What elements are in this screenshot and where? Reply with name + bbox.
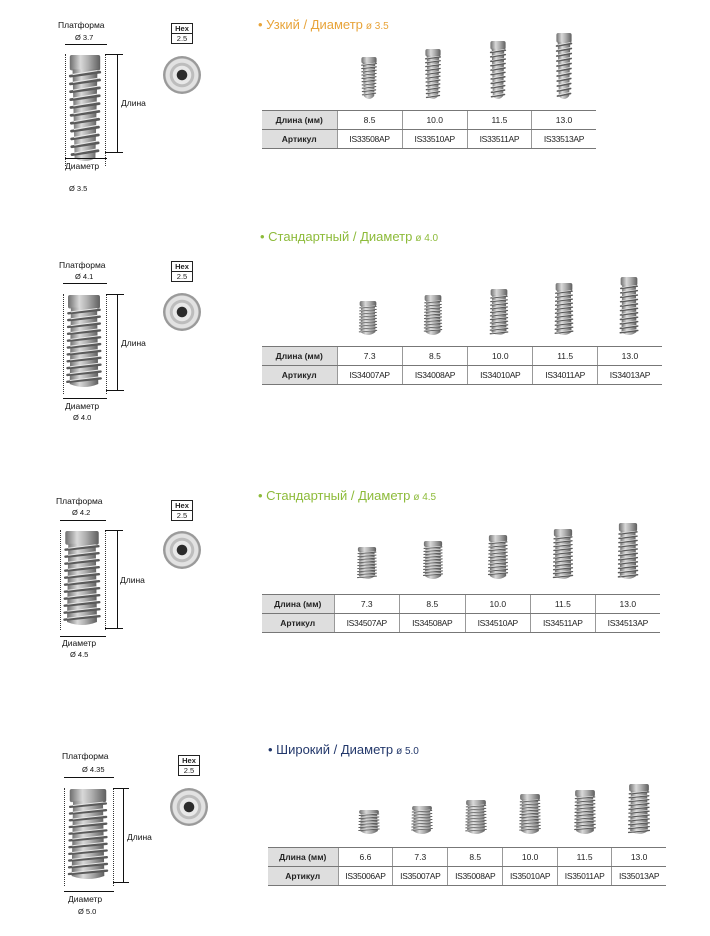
diameter-label: Диаметр (65, 401, 100, 411)
section-narrow-3-5 (0, 0, 710, 220)
row-label: Длина (мм) (262, 111, 337, 130)
article-cell: IS33510AP (402, 130, 467, 149)
hex-value: 2.5 (183, 766, 195, 775)
article-cell: IS34508AP (400, 614, 466, 633)
spec-table (262, 346, 662, 385)
length-label: Длина (121, 338, 146, 348)
implant-thumb (421, 540, 445, 582)
spec-table (268, 847, 666, 886)
length-cell: 13.0 (597, 347, 662, 366)
length-cell: 8.5 (402, 347, 467, 366)
section-wide-5-0 (0, 742, 710, 936)
section-standard-4-0 (0, 229, 710, 460)
length-cell: 10.0 (468, 347, 533, 366)
hex-value: 2.5 (176, 34, 188, 43)
article-cell: IS34010AP (468, 366, 533, 385)
article-row (262, 614, 660, 633)
article-cell: IS34007AP (337, 366, 402, 385)
implant-top-view (163, 531, 201, 569)
hex-box (171, 23, 193, 44)
diameter-label: Диаметр (68, 894, 103, 904)
platform-value: Ø 3.7 (75, 33, 94, 42)
hex-box (171, 261, 193, 282)
implant-thumb (488, 40, 508, 102)
implant-side-view (60, 530, 104, 628)
implant-thumb (423, 48, 443, 102)
length-row (262, 111, 596, 130)
article-cell: IS34511AP (531, 614, 596, 633)
row-label: Длина (мм) (268, 848, 338, 867)
implant-thumb (409, 805, 435, 837)
article-cell: IS34013AP (597, 366, 662, 385)
hex-label: Hex (172, 501, 192, 511)
length-cell: 13.0 (532, 111, 596, 130)
implant-thumb (356, 809, 382, 837)
platform-value: Ø 4.1 (75, 272, 94, 281)
row-label: Длина (мм) (262, 595, 334, 614)
implant-thumb (463, 799, 489, 837)
implant-thumb (517, 793, 543, 837)
length-cell: 10.0 (503, 848, 558, 867)
length-cell: 7.3 (334, 595, 400, 614)
hex-label: Hex (172, 24, 192, 34)
hex-box (171, 500, 193, 521)
length-cell: 10.0 (465, 595, 531, 614)
implant-side-view (64, 788, 112, 882)
length-label: Длина (120, 575, 145, 585)
implant-thumb (551, 528, 575, 582)
article-cell: IS33511AP (467, 130, 531, 149)
implant-thumb (486, 534, 510, 582)
section-heading: • Узкий / Диаметр ø 3.5 (258, 17, 389, 32)
spec-table (262, 110, 596, 149)
length-cell: 8.5 (448, 848, 503, 867)
article-cell: IS35006AP (338, 867, 393, 886)
implant-top-view (170, 788, 208, 826)
length-cell: 7.3 (393, 848, 448, 867)
implant-top-view (163, 293, 201, 331)
implant-thumb (553, 282, 575, 338)
hex-value: 2.5 (176, 511, 188, 520)
implant-thumb (359, 56, 379, 102)
platform-label: Платформа (58, 20, 105, 30)
row-label: Артикул (262, 614, 334, 633)
article-cell: IS35008AP (448, 867, 503, 886)
diameter-label: Диаметр (62, 638, 97, 648)
platform-label: Платформа (59, 260, 106, 270)
length-cell: 13.0 (595, 595, 660, 614)
platform-value: Ø 4.35 (82, 765, 105, 774)
row-label: Артикул (262, 130, 337, 149)
spec-table (262, 594, 660, 633)
article-cell: IS33508AP (337, 130, 402, 149)
article-cell: IS35013AP (612, 867, 666, 886)
diameter-value: Ø 5.0 (78, 907, 97, 916)
article-cell: IS35007AP (393, 867, 448, 886)
row-label: Артикул (268, 867, 338, 886)
length-cell: 7.3 (337, 347, 402, 366)
length-row (268, 848, 666, 867)
row-label: Артикул (262, 366, 337, 385)
hex-box (178, 755, 200, 776)
implant-thumbnails (340, 32, 600, 102)
implant-side-view (63, 294, 105, 390)
diameter-value: Ø 3.5 (69, 184, 88, 193)
length-cell: 8.5 (400, 595, 466, 614)
article-cell: IS34507AP (334, 614, 400, 633)
section-heading: • Широкий / Диаметр ø 5.0 (268, 742, 419, 757)
section-heading: • Стандартный / Диаметр ø 4.5 (258, 488, 437, 503)
length-cell: 11.5 (558, 848, 612, 867)
platform-label: Платформа (56, 496, 103, 506)
implant-thumb (572, 789, 598, 837)
article-cell: IS34510AP (465, 614, 531, 633)
article-row (262, 366, 662, 385)
length-cell: 13.0 (612, 848, 666, 867)
article-cell: IS34008AP (402, 366, 467, 385)
implant-thumb (554, 32, 574, 102)
implant-top-view (163, 56, 201, 94)
implant-thumb (355, 546, 379, 582)
platform-label: Платформа (62, 751, 109, 761)
diameter-value: Ø 4.0 (73, 413, 92, 422)
length-cell: 11.5 (533, 347, 597, 366)
section-heading: • Стандартный / Диаметр ø 4.0 (260, 229, 439, 244)
implant-thumb (488, 288, 510, 338)
article-cell: IS35010AP (503, 867, 558, 886)
implant-thumb (422, 294, 444, 338)
length-label: Длина (127, 832, 152, 842)
implant-thumb (626, 783, 652, 837)
diameter-value: Ø 4.5 (70, 650, 89, 659)
hex-value: 2.5 (176, 272, 188, 281)
implant-thumbnails (340, 512, 660, 582)
article-row (262, 130, 596, 149)
length-cell: 11.5 (531, 595, 596, 614)
row-label: Длина (мм) (262, 347, 337, 366)
length-cell: 11.5 (467, 111, 531, 130)
length-cell: 8.5 (337, 111, 402, 130)
implant-side-view (65, 54, 105, 164)
diameter-label: Диаметр (65, 161, 100, 171)
implant-thumbnails (340, 767, 670, 837)
section-standard-4-5 (0, 490, 710, 700)
length-row (262, 595, 660, 614)
length-cell: 6.6 (338, 848, 393, 867)
implant-thumb (618, 276, 640, 338)
hex-label: Hex (179, 756, 199, 766)
hex-label: Hex (172, 262, 192, 272)
implant-thumb (616, 522, 640, 582)
length-row (262, 347, 662, 366)
implant-thumbnails (340, 268, 660, 338)
article-row (268, 867, 666, 886)
article-cell: IS34513AP (595, 614, 660, 633)
length-cell: 10.0 (402, 111, 467, 130)
platform-value: Ø 4.2 (72, 508, 91, 517)
implant-thumb (357, 300, 379, 338)
article-cell: IS35011AP (558, 867, 612, 886)
article-cell: IS33513AP (532, 130, 596, 149)
article-cell: IS34011AP (533, 366, 597, 385)
length-label: Длина (121, 98, 146, 108)
